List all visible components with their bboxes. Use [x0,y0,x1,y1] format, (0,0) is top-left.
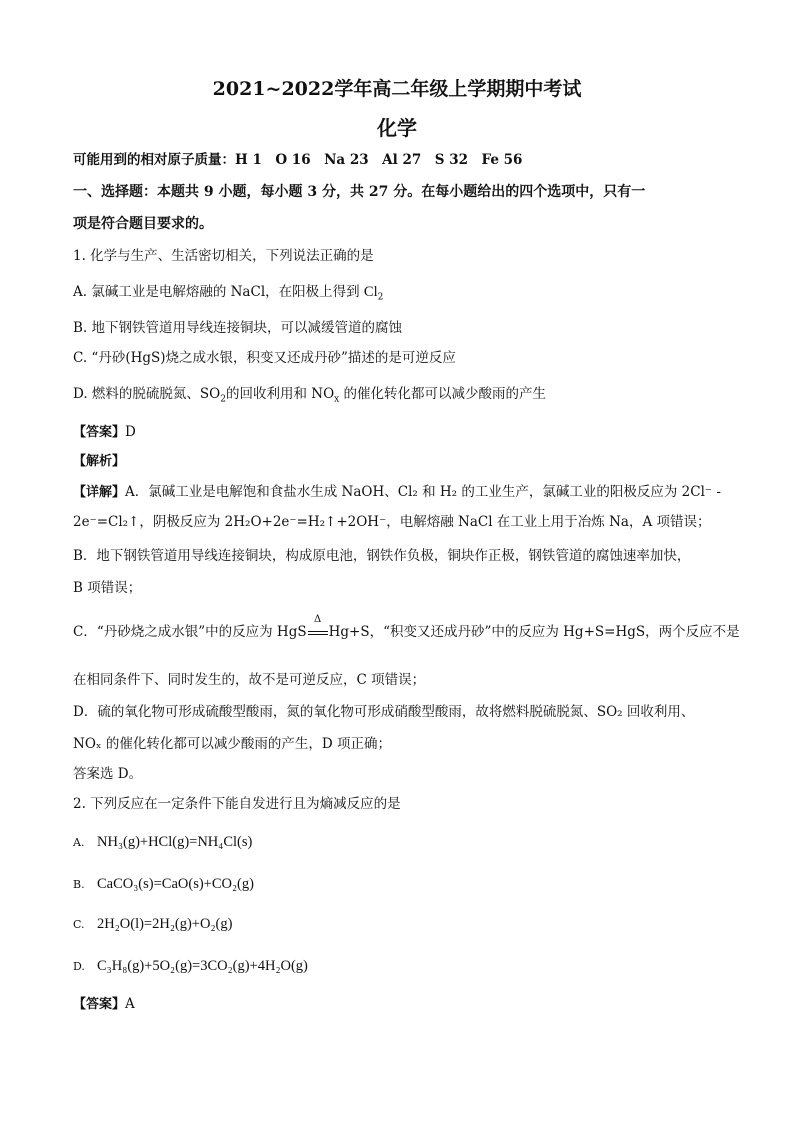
q2-option-letter: B. [73,878,85,891]
q1-option-a-sub: 2 [377,292,384,303]
q1-detail-line3: B．地下钢铁管道用导线连接铜块，构成原电池，钢铁作负极，铜块作正极，钢铁管道的腐蚀速率加快， [73,548,691,564]
q2-stem: 2. 下列反应在一定条件下能自发进行且为熵减反应的是 [73,796,401,812]
q1-option-d [73,384,546,404]
q1-detail-line2: 2e⁻=Cl₂↑，阴极反应为 2H₂O+2e⁻=H₂↑+2OH⁻，电解熔融 NaCl 在工业上用于冶炼 Na，A 项错误； [73,514,711,530]
q1-detail-line8: NOₓ 的催化转化都可以减少酸雨的产生，D 项正确； [73,736,392,752]
q1-option-c: C. “丹砂(HgS)烧之成水银，积变又还成丹砂”描述的是可逆反应 [73,350,456,366]
q2-answer-label: 【答案】 [73,997,126,1012]
q1-analysis-label: 【解析】 [73,454,126,469]
q2-option-letter: D. [73,960,85,973]
q1-option-a [73,282,383,302]
section-heading-line2: 项是符合题目要求的。 [73,216,213,232]
q1-detail-line5-pre: C．“丹砂烧之成水银”中的反应为 HgS [73,624,307,640]
q1-answer [73,422,136,443]
q2-option-letter: C. [73,918,85,931]
q1-detail-line5 [73,614,740,642]
delta-symbol: Δ [313,614,322,625]
exam-title: 2021~2022学年高二年级上学期期中考试 [212,78,582,100]
q1-detail-line7: D．硫的氧化物可形成硫酸型酸雨，氮的氧化物可形成硝酸型酸雨，故将燃料脱硫脱氮、SO₂ 回收利用、 [73,704,695,720]
q1-detail-line6: 在相同条件下、同时发生的，故不是可逆反应，C 项错误； [73,672,426,688]
q1-detail-line5-post: Hg+S，“积变又还成丹砂”中的反应为 Hg+S=HgS，两个反应不是 [328,624,740,640]
q1-option-d-mid: 的回收利用和 NO [225,386,335,402]
q1-detail-text1: A．氯碱工业是电解饱和食盐水生成 NaOH、Cl₂ 和 H₂ 的工业生产，氯碱工业的阳极反应为 2Cl⁻ - [125,484,721,500]
q1-option-d-pre: D. 燃料的脱硫脱氮、SO [73,386,221,402]
q2-option-text: CaCO₃(s)=CaO(s)+CO₂(g) [97,876,254,892]
q2-option-d [73,956,308,977]
q2-option-c [73,914,232,935]
atomic-masses: 可能用到的相对原子质量：H 1 O 16 Na 23 Al 27 S 32 Fe 56 [73,152,523,168]
q1-answer-label: 【答案】 [73,425,126,440]
q1-option-d-sub: 2 [220,394,226,405]
q1-option-d-sub2: x [334,394,340,405]
heating-equals-sign [307,614,329,642]
q1-option-a-text: A. 氯碱工业是电解熔融的 NaCl，在阳极上得到 [73,284,364,300]
q2-answer [73,994,135,1015]
q1-detail-line4: B 项错误； [73,580,142,596]
q1-option-b: B. 地下钢铁管道用导线连接铜块，可以减缓管道的腐蚀 [73,320,403,336]
q2-option-text: 2H₂O(l)=2H₂(g)+O₂(g) [97,916,233,932]
section-heading-line1: 一、选择题：本题共 9 小题，每小题 3 分，共 27 分。在每小题给出的四个选项中，只有一 [73,184,646,200]
q2-option-a [73,832,252,853]
q1-detail-line1 [73,482,721,503]
q2-option-letter: A. [73,836,85,849]
q2-option-b [73,874,254,895]
q1-stem: 1. 化学与生产、生活密切相关，下列说法正确的是 [73,248,374,264]
q1-detail-label: 【详解】 [73,485,126,500]
q2-answer-value: A [125,996,135,1012]
q1-option-a-formula: Cl [363,284,378,300]
subject-title: 化学 [377,116,417,140]
q2-option-text: C₃H₈(g)+5O₂(g)=3CO₂(g)+4H₂O(g) [97,958,308,974]
q1-detail-line9: 答案选 D。 [73,766,143,782]
q2-option-text: NH₃(g)+HCl(g)=NH₄Cl(s) [97,834,253,850]
q1-answer-value: D [125,424,136,440]
q1-option-d-post: 的催化转化都可以减少酸雨的产生 [339,386,547,402]
